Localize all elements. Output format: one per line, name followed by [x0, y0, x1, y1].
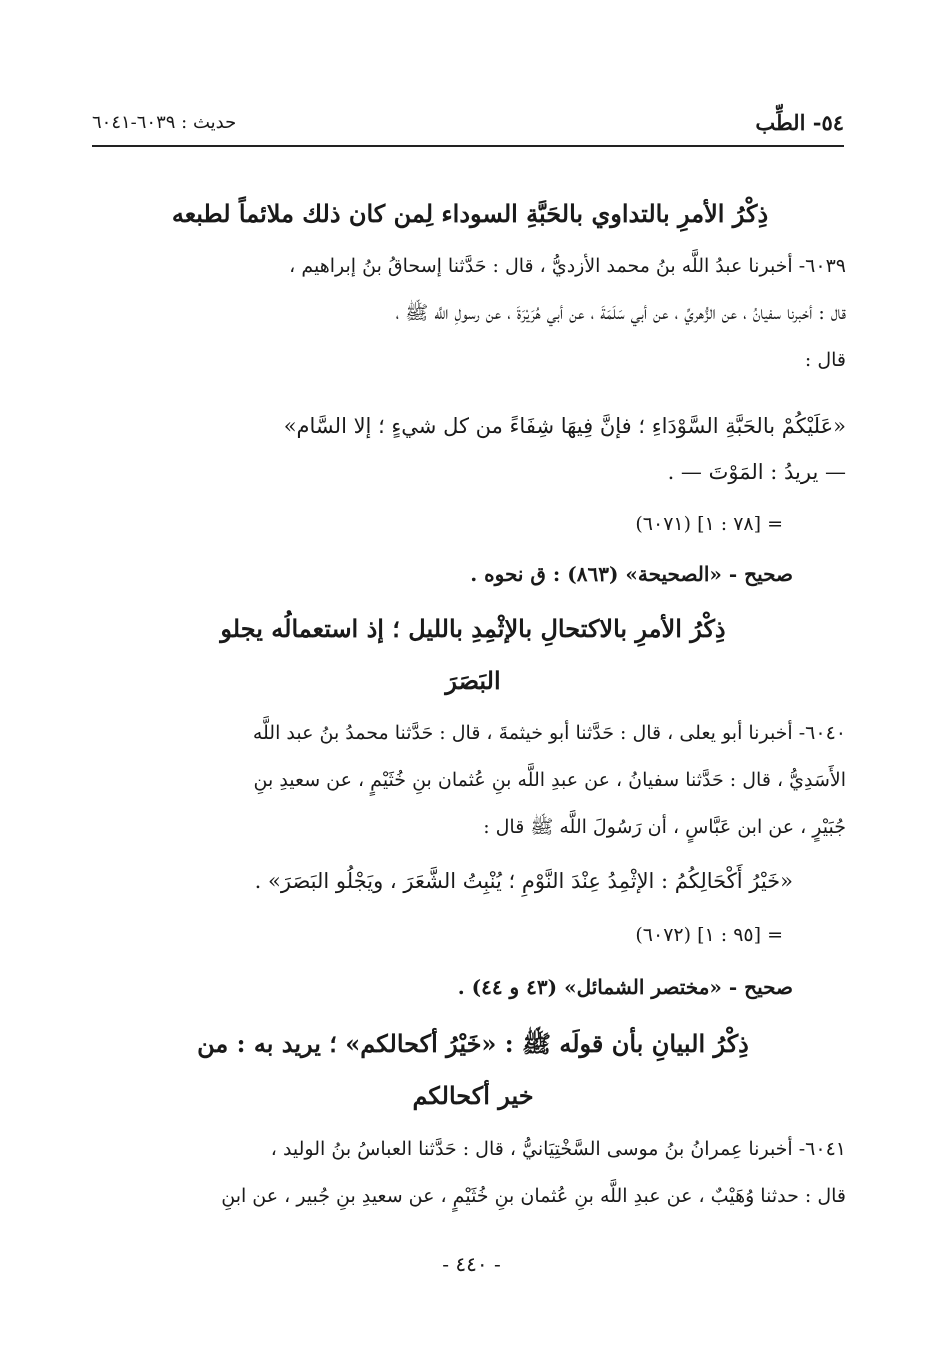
isnad-line: ٦٠٤٠- أخبرنا أبو يعلى ، قال : حَدَّثنا أبو خيثمةَ ، قال : حَدَّثنا محمدُ بنُ عبد اللَّه [252, 722, 846, 744]
hadith-text: — يريدُ : المَوْتَ — . [667, 460, 846, 484]
grading-line: صحيح - «مختصر الشمائل» (٤٣ و ٤٤) . [457, 975, 793, 999]
hadith-text: «عَلَيْكُمْ بالحَبَّةِ السَّوْدَاءِ ؛ فإنَّ فِيهَا شِفَاءً من كل شيءٍ ؛ إلا السَّام» [283, 414, 846, 438]
hadith-text: «خَيْرُ أَكْحَالِكُمُ : الإثْمِدُ عِنْدَ النَّوْمِ ؛ يُنْبِتُ الشَّعَرَ ، ويَجْلُو البَصَرَ» . [254, 869, 793, 893]
running-header [92, 104, 844, 144]
isnad-line: ٦٠٤١- أخبرنا عِمرانُ بنُ موسى السَّخْتِيَانيُّ ، قال : حَدَّثنا العباسُ بنُ الوليد ، [270, 1138, 846, 1160]
grading-line: صحيح - «الصحيحة» (٨٦٣) : ق نحوه . [470, 562, 793, 586]
section-heading: ذِكْرُ الأمرِ بالاكتحالِ بالإثْمِدِ بالليل ؛ إذ استعمالُه يجلو البَصَرَ [220, 614, 726, 695]
header-divider [92, 145, 844, 147]
section-heading: ذِكْرُ الأمرِ بالتداوي بالحَبَّةِ السوداء لِمن كان ذلك ملائماً لطبعه [171, 199, 769, 228]
page-number: - ٤٤٠ - [442, 1252, 501, 1276]
isnad-line: قال : [804, 349, 846, 371]
isnad-line: قال : حدثنا وُهَيْبٌ ، عن عبدِ اللَّه بنِ عُثمان بنِ خُثَيْمٍ ، عن سعيدِ بنِ جُبير ، عن ابنِ [221, 1185, 846, 1207]
chapter-title: ٥٤- الطِّب [755, 110, 844, 135]
isnad-line: ٦٠٣٩- أخبرنا عبدُ اللَّه بنُ محمد الأزديُّ ، قال : حَدَّثنا إسحاقُ بنُ إبراهيم ، [289, 255, 846, 277]
isnad-line: قال : أخبرنا سفيانُ ، عن الزُّهريِّ ، عن أبي سَلَمَةَ ، عن أبي هُرَيْرَةَ ، عن رسولِ اللَّه ﷺ ، [395, 302, 846, 324]
reference-line: = [٩٥ : ١] (٦٠٧٢) [635, 924, 783, 946]
reference-line: = [٧٨ : ١] (٦٠٧١) [635, 513, 783, 535]
section-heading: ذِكْرُ البيانِ بأن قولَه ﷺ : «خَيْرُ أكحالكم» ؛ يريد به : من خير أكحالكم [197, 1029, 749, 1110]
isnad-line: جُبَيْرٍ ، عن ابن عَبَّاسٍ ، أن رَسُولَ اللَّه ﷺ قال : [483, 816, 846, 838]
isnad-line: الأَسَدِيُّ ، قال : حَدَّثنا سفيانُ ، عن عبدِ اللَّه بنِ عُثمان بنِ خُثَيْمٍ ، عن سعيدِ بنِ [253, 769, 846, 791]
hadith-range: حديث : ٦٠٣٩-٦٠٤١ [92, 112, 237, 133]
